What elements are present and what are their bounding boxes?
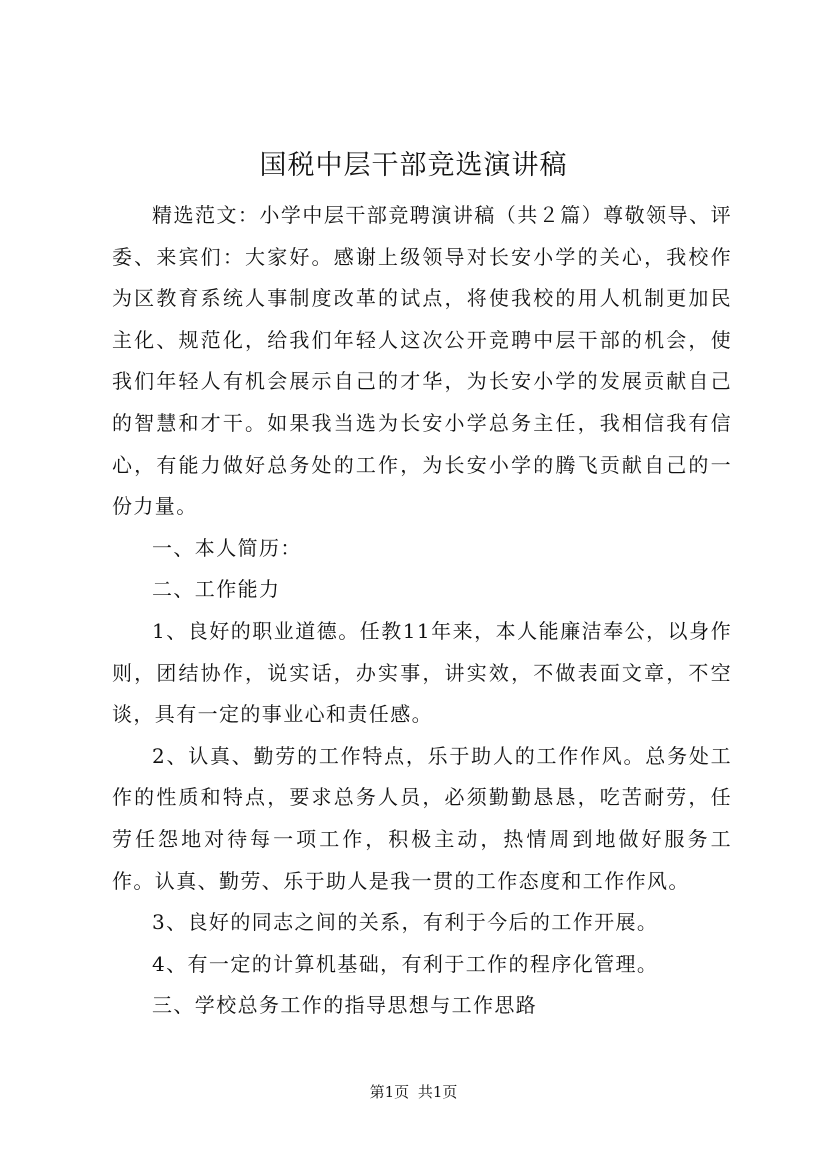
paragraph-item-2: 2、认真、勤劳的工作特点，乐于助人的工作作风。总务处工作的性质和特点，要求总务人员，必须勤勤恳恳，吃苦耐劳，任劳任怨地对待每一项工作，积极主动，热情周到地做好服务工作。认真、勤劳、乐于助人是我一贯的工作态度和工作作风。	[112, 743, 732, 893]
paragraph-item-3: 3、良好的同志之间的关系，有利于今后的工作开展。	[152, 910, 659, 935]
document-body	[112, 195, 732, 1027]
page-footer	[0, 1082, 827, 1102]
paragraph-item-4: 4、有一定的计算机基础，有利于工作的程序化管理。	[152, 951, 659, 976]
paragraph-section-3: 三、学校总务工作的指导思想与工作思路	[152, 993, 538, 1018]
page-number: 第1页	[369, 1083, 410, 1101]
paragraph-section-1: 一、本人简历：	[152, 535, 302, 560]
paragraph-item-1: 1、良好的职业道德。任教11年来，本人能廉洁奉公，以身作则，团结协作，说实话，办实事，讲实效，不做表面文章，不空谈，具有一定的事业心和责任感。	[112, 618, 732, 727]
paragraph-intro: 精选范文：小学中层干部竞聘演讲稿（共２篇）尊敬领导、评委、来宾们：大家好。感谢上级领导对长安小学的关心，我校作为区教育系统人事制度改革的试点，将使我校的用人机制更加民主化、规范化，给我们年轻人这次公开竞聘中层干部的机会，使我们年轻人有机会展示自己的才华，为长安小学的发展贡献自己的智慧和才干。如果我当选为长安小学总务主任，我相信我有信心，有能力做好总务处的工作，为长安小学的腾飞贡献自己的一份力量。	[112, 203, 732, 519]
document-title: 国税中层干部竞选演讲稿	[259, 150, 568, 181]
page-total: 共1页	[417, 1083, 458, 1101]
paragraph-section-2: 二、工作能力	[152, 577, 281, 602]
